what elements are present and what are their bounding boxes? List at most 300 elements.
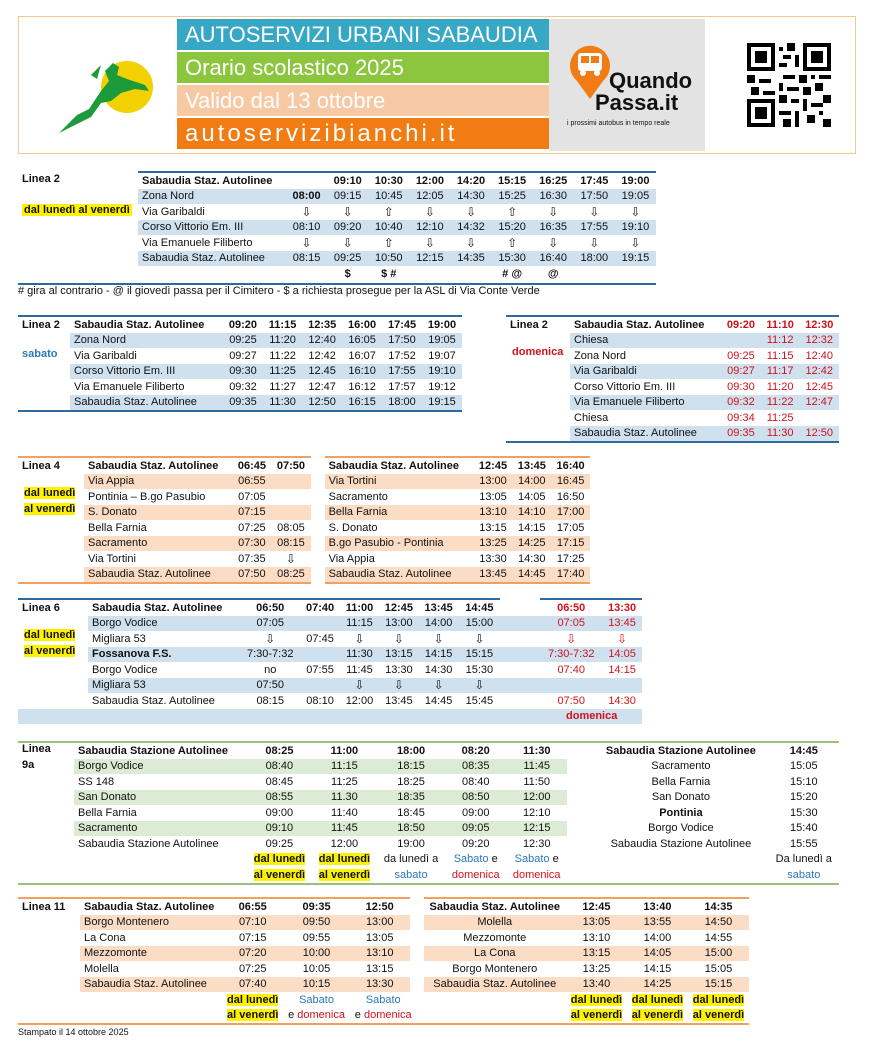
- table-cell: 12:50: [365, 900, 394, 913]
- days-label: Sabato: [299, 993, 334, 1006]
- table-cell: [506, 867, 567, 884]
- table-cell: Corso Vittorio Em. III: [142, 221, 244, 234]
- table-row: [18, 567, 590, 584]
- table-cell: Fossanova F.S.: [92, 648, 172, 661]
- table-cell: [602, 678, 642, 694]
- table-cell: 14:32: [457, 221, 485, 234]
- table-cell: 14:45: [424, 694, 453, 707]
- table-row: [18, 1008, 749, 1025]
- table-cell: Sabaudia Stazione Autolinee: [78, 744, 228, 757]
- website-band[interactable]: autoservizibianchi.it: [177, 118, 549, 149]
- table-row: [506, 316, 839, 333]
- days-label: al venerdì: [631, 1009, 684, 1022]
- table-cell: Sabaudia Staz. Autolinee: [318, 567, 474, 584]
- qp-brand-line2: Passa.it: [595, 90, 679, 115]
- table-row: [18, 961, 749, 977]
- table-cell: 13:05: [566, 915, 627, 931]
- table-cell: Via Appia: [84, 474, 233, 490]
- table-cell: Borgo Vodice: [92, 617, 158, 630]
- table-row: [18, 915, 749, 931]
- table-cell: 09:20: [333, 221, 362, 234]
- table-row: [18, 333, 462, 349]
- line2-weekday-note: # gira al contrario - @ il giovedì passa per il Cimitero - $ a richiesta prosegue per la ASL di Via Conte Verde: [18, 285, 540, 297]
- table-cell: 08:25: [265, 744, 294, 757]
- table-cell: 09:10: [333, 174, 362, 187]
- table-cell: [18, 333, 70, 349]
- table-cell: 10:30: [374, 174, 403, 187]
- table-row: [18, 348, 462, 364]
- table-cell: [286, 172, 327, 189]
- qp-brand-line1: Quando: [609, 68, 693, 93]
- table-cell: Pontinia – B.go Pasubio: [88, 490, 206, 503]
- days-label: dal lunedì: [227, 993, 279, 1006]
- table-cell: 12:47: [308, 380, 336, 393]
- table-cell: 17:15: [551, 536, 590, 552]
- title-band: AUTOSERVIZI URBANI SABAUDIA: [177, 19, 549, 50]
- table-cell: 13:00: [474, 474, 513, 490]
- table-cell: 18:15: [377, 759, 445, 775]
- table-cell: 07:25: [238, 962, 267, 975]
- table-cell: 11:25: [331, 775, 358, 788]
- table-cell: 09:32: [727, 396, 755, 409]
- table-cell: [300, 647, 340, 663]
- table-cell: 08:45: [265, 775, 294, 788]
- table-cell: ⇩: [393, 631, 404, 646]
- table-cell: 14:15: [643, 962, 672, 975]
- table-cell: ⇩: [548, 204, 559, 219]
- table-cell: 12:30: [805, 318, 834, 331]
- table-cell: 09:00: [461, 806, 490, 819]
- table-cell: [18, 379, 70, 395]
- table-cell: 17:45: [580, 174, 609, 187]
- table-row: [18, 805, 839, 821]
- table-row: [18, 709, 642, 725]
- table-cell: 13:15: [385, 648, 413, 661]
- table-cell: 08:10: [292, 221, 321, 234]
- table-cell: [300, 678, 340, 694]
- table-cell: [18, 852, 74, 868]
- table-cell: Linea 2: [506, 316, 570, 333]
- days-label: dal lunedì: [570, 993, 623, 1006]
- table-cell: Via Garibaldi: [574, 365, 637, 378]
- table-row: [506, 364, 839, 380]
- table-cell: 13:10: [474, 505, 513, 521]
- table-cell: [800, 410, 840, 426]
- line4-days-1: dal lunedì: [24, 487, 76, 499]
- table-cell: 17:50: [388, 334, 416, 347]
- table-cell: 14:35: [457, 252, 485, 265]
- table-cell: 14:10: [512, 505, 551, 521]
- table-cell: [688, 1008, 749, 1025]
- table-cell: 11:45: [506, 759, 567, 775]
- days-label: da lunedì a: [383, 853, 439, 866]
- table-cell: 15:55: [790, 837, 818, 850]
- table-cell: ⇩: [301, 204, 312, 219]
- table-cell: Sabaudia Staz. Autolinee: [574, 427, 697, 440]
- table-cell: 07:35: [238, 552, 266, 565]
- table-cell: 16:40: [539, 252, 567, 265]
- table-cell: 14:30: [518, 552, 546, 565]
- table-cell: 13:45: [474, 567, 513, 584]
- table-cell: 12:45: [805, 380, 834, 393]
- table-cell: Sacramento: [651, 760, 711, 773]
- table-cell: 09:55: [302, 931, 331, 944]
- table-row: [18, 599, 642, 616]
- table-cell: 13:15: [566, 946, 627, 962]
- table-cell: [377, 852, 445, 868]
- table-cell: [350, 1008, 417, 1025]
- table-cell: 09:30: [727, 380, 755, 393]
- table-row: [506, 395, 839, 411]
- table-cell: 09:27: [229, 349, 257, 362]
- table-cell: Zona Nord: [142, 190, 194, 203]
- table-cell: [18, 774, 74, 790]
- table-cell: [18, 992, 80, 1008]
- days-label: domenica: [363, 1009, 412, 1022]
- table-cell: 08:15: [256, 694, 284, 707]
- table-cell: 11:22: [766, 396, 794, 409]
- table-cell: 06:55: [238, 900, 267, 913]
- table-cell: 18:25: [397, 775, 425, 788]
- table-cell: Sabaudia Staz. Autolinee: [142, 174, 273, 187]
- qr-code-icon[interactable]: [747, 43, 831, 127]
- table-cell: 11:15: [312, 759, 377, 775]
- line6-table: [18, 598, 642, 724]
- table-cell: ⇩: [630, 204, 641, 219]
- table-cell: [300, 616, 340, 632]
- table-cell: 19:07: [428, 349, 456, 362]
- table-cell: Sacramento: [84, 536, 233, 552]
- qp-tagline: i prossimi autobus in tempo reale: [567, 120, 670, 127]
- table-cell: 07:25: [238, 521, 266, 534]
- table-cell: [247, 867, 312, 884]
- table-row: [18, 992, 749, 1008]
- table-cell: [688, 992, 749, 1008]
- table-cell: Sabaudia Staz. Autolinee: [74, 396, 197, 409]
- table-cell: ⇩: [342, 204, 353, 219]
- table-cell: [18, 536, 84, 552]
- table-row: [18, 520, 590, 536]
- table-cell: Pontinia: [659, 806, 703, 819]
- table-cell: 08:20: [461, 744, 490, 757]
- table-row: [18, 489, 590, 505]
- table-cell: ⇩: [354, 631, 365, 646]
- table-cell: [18, 567, 84, 584]
- table-cell: ⇩: [630, 235, 641, 250]
- table-cell: 18:35: [377, 790, 445, 806]
- table-cell: 12:05: [416, 190, 444, 203]
- table-cell: [18, 915, 80, 931]
- table-cell: 16:35: [539, 221, 567, 234]
- table-cell: 15:45: [465, 694, 494, 707]
- subtitle-band: Orario scolastico 2025: [177, 52, 549, 83]
- table-cell: [566, 1008, 627, 1025]
- table-row: [18, 474, 590, 490]
- table-cell: 15:05: [704, 962, 733, 975]
- table-row: [18, 821, 839, 837]
- table-cell: 16:12: [348, 380, 376, 393]
- table-cell: 18:00: [388, 396, 416, 409]
- table-cell: 11:20: [269, 334, 296, 347]
- table-cell: Linea 2: [18, 316, 70, 333]
- table-row: [18, 946, 749, 962]
- table-cell: 07:40: [305, 601, 335, 614]
- table-cell: ⇧: [507, 204, 518, 219]
- table-cell: [88, 709, 240, 725]
- table-cell: 16:25: [539, 174, 568, 187]
- table-cell: 13:40: [566, 977, 627, 993]
- days-label: domenica: [297, 1009, 345, 1022]
- table-cell: ⇩: [520, 631, 602, 647]
- table-cell: 09:27: [727, 365, 755, 378]
- table-cell: 11:50: [523, 775, 551, 788]
- table-cell: 12:00: [506, 790, 567, 806]
- table-cell: 09:35: [229, 396, 257, 409]
- line2-sunday-table: [506, 315, 839, 443]
- table-cell: 09:25: [333, 252, 362, 265]
- table-cell: Bella Farnia: [88, 521, 147, 534]
- line2-sunday-days: domenica: [512, 346, 564, 358]
- table-cell: 15:30: [465, 663, 494, 676]
- table-row: [18, 977, 749, 993]
- table-cell: ⇧: [507, 235, 518, 250]
- table-cell: 13:15: [365, 962, 394, 975]
- table-cell: [567, 867, 768, 884]
- days-label: e: [288, 1009, 295, 1022]
- table-cell: [627, 1008, 688, 1025]
- table-cell: [379, 709, 419, 725]
- table-cell: 13:30: [350, 977, 417, 993]
- table-cell: 09:05: [445, 821, 506, 837]
- table-cell: 08:40: [461, 775, 490, 788]
- table-cell: [520, 678, 602, 694]
- table-cell: 08:05: [277, 521, 305, 534]
- table-row: [18, 395, 462, 412]
- table-cell: 10:50: [375, 252, 403, 265]
- table-cell: [18, 551, 84, 567]
- table-cell: [506, 410, 570, 426]
- days-label: domenica: [451, 868, 500, 881]
- table-cell: [247, 852, 312, 868]
- table-cell: [18, 867, 74, 884]
- table-cell: 12:50: [805, 427, 834, 440]
- table-cell: [271, 489, 317, 505]
- table-cell: 19:10: [428, 365, 456, 378]
- table-cell: 15:15: [465, 648, 494, 661]
- table-cell: 19:10: [621, 221, 650, 234]
- table-cell: Bella Farnia: [78, 806, 137, 819]
- table-cell: @: [533, 266, 574, 282]
- days-label: sabato: [394, 868, 428, 881]
- table-cell: 06:55: [233, 474, 272, 490]
- table-row: [506, 426, 839, 443]
- table-cell: 15:25: [498, 190, 526, 203]
- table-cell: [769, 852, 839, 868]
- table-cell: Via Garibaldi: [74, 349, 137, 362]
- table-cell: 09:34: [727, 411, 755, 424]
- days-label: al venerdì: [692, 1009, 745, 1022]
- line4-table: [18, 456, 590, 584]
- table-cell: ⇩: [589, 235, 600, 250]
- table-cell: [283, 992, 350, 1008]
- days-label: al venerdì: [253, 868, 306, 881]
- line4-days-2: al venerdì: [24, 503, 76, 515]
- table-cell: Via Tortini: [88, 552, 136, 565]
- table-cell: [18, 961, 80, 977]
- table-row: [18, 836, 839, 852]
- table-cell: Sabaudia Staz. Autolinee: [92, 694, 215, 707]
- table-cell: [506, 426, 570, 443]
- table-cell: [222, 1008, 283, 1025]
- table-cell: 19:15: [621, 252, 650, 265]
- table-cell: ⇩: [265, 631, 276, 646]
- table-cell: 09:50: [283, 915, 350, 931]
- table-cell: 11:20: [766, 380, 794, 393]
- table-cell: 13:15: [479, 521, 507, 534]
- table-cell: Sabaudia Staz. Autolinee: [92, 601, 223, 614]
- table-cell: [271, 505, 317, 521]
- table-cell: 19:00: [427, 318, 457, 331]
- days-label: dal lunedì: [631, 993, 684, 1006]
- table-cell: Molella: [84, 962, 119, 975]
- table-cell: 17:52: [388, 349, 416, 362]
- header: [18, 16, 856, 154]
- table-row: [138, 266, 656, 282]
- table-cell: Borgo Vodice: [648, 822, 714, 835]
- table-row: [18, 631, 642, 647]
- table-cell: 09:25: [265, 837, 294, 850]
- table-cell: 11:15: [346, 617, 373, 630]
- table-cell: [18, 662, 88, 678]
- table-cell: 11:12: [766, 334, 794, 347]
- line2-weekday-table: [138, 171, 656, 282]
- table-row: [18, 616, 642, 632]
- table-cell: 06:45: [237, 459, 266, 472]
- table-cell: 15:00: [465, 617, 494, 630]
- table-cell: 13:55: [627, 915, 688, 931]
- table-cell: 08:25: [271, 567, 317, 584]
- table-cell: Borgo Vodice: [92, 663, 158, 676]
- table-cell: 10:45: [375, 190, 403, 203]
- table-cell: 14:45: [512, 567, 551, 584]
- table-cell: 15:15: [688, 977, 749, 993]
- table-cell: 11:30: [766, 427, 794, 440]
- table-cell: 08:50: [445, 790, 506, 806]
- table-cell: 14:30: [608, 694, 636, 707]
- table-cell: [18, 693, 88, 709]
- table-cell: 13:30: [385, 663, 413, 676]
- table-cell: 13:05: [365, 931, 394, 944]
- table-cell: 09:25: [229, 334, 257, 347]
- table-cell: 09:20: [461, 837, 490, 850]
- table-cell: 18:00: [580, 252, 609, 265]
- table-cell: 12:35: [308, 318, 337, 331]
- table-cell: [615, 266, 656, 282]
- table-cell: [769, 867, 839, 884]
- table-cell: 08:55: [247, 790, 312, 806]
- table-cell: 09:30: [229, 365, 257, 378]
- table-cell: 12:10: [522, 806, 551, 819]
- table-cell: 15:05: [790, 760, 818, 773]
- table-cell: ⇩: [285, 551, 296, 566]
- table-cell: Linea 4: [22, 459, 60, 472]
- table-cell: Zona Nord: [574, 349, 626, 362]
- table-cell: Borgo Montenero: [417, 961, 566, 977]
- table-cell: 15:15: [498, 174, 527, 187]
- days-label: Sabato: [453, 853, 489, 866]
- table-cell: 17:55: [580, 221, 609, 234]
- table-cell: [18, 678, 88, 694]
- table-cell: [377, 867, 445, 884]
- table-cell: B.go Pasubio - Pontinia: [318, 536, 474, 552]
- table-cell: 09:35: [727, 427, 755, 440]
- table-cell: 09:10: [247, 821, 312, 837]
- table-cell: 14:30: [424, 663, 453, 676]
- table-cell: 11:30: [522, 744, 551, 757]
- line6-days-2: al venerdì: [24, 645, 76, 657]
- table-cell: 17:45: [387, 318, 417, 331]
- table-cell: 18:00: [396, 744, 426, 757]
- table-row: [18, 457, 590, 474]
- table-cell: 17:25: [556, 552, 585, 565]
- table-cell: S. Donato: [318, 520, 474, 536]
- table-cell: 13:10: [582, 931, 611, 944]
- table-cell: ⇧: [383, 235, 394, 250]
- table-cell: Mezzomonte: [417, 930, 566, 946]
- days-label: Sabato: [365, 993, 401, 1006]
- table-cell: 08:15: [271, 536, 317, 552]
- table-cell: no: [264, 663, 277, 676]
- table-cell: 11:25: [269, 365, 296, 378]
- table-cell: Corso Vittorio Em. III: [74, 365, 176, 378]
- days-label: e: [491, 853, 498, 866]
- table-cell: 13:45: [424, 601, 453, 614]
- table-row: [18, 759, 839, 775]
- table-cell: [18, 805, 74, 821]
- table-cell: 09:32: [229, 380, 257, 393]
- line2-saturday-table: [18, 315, 462, 412]
- table-cell: 13:00: [385, 617, 413, 630]
- table-cell: Sacramento: [318, 489, 474, 505]
- table-cell: 14:00: [424, 617, 453, 630]
- table-cell: [567, 852, 768, 868]
- table-cell: [450, 266, 491, 282]
- table-cell: 15:40: [790, 822, 818, 835]
- table-cell: [312, 867, 377, 884]
- table-cell: 07:05: [238, 490, 266, 503]
- line6-sunday-label: domenica: [566, 710, 618, 722]
- table-cell: 09:00: [265, 806, 294, 819]
- table-cell: Bella Farnia: [651, 775, 711, 788]
- table-cell: 15:00: [688, 946, 749, 962]
- table-cell: [271, 474, 317, 490]
- table-cell: $: [327, 266, 368, 282]
- table-cell: 11:30: [346, 648, 373, 661]
- table-cell: 14:20: [456, 174, 486, 187]
- print-date: Stampato il 14 ottobre 2025: [18, 1027, 129, 1037]
- table-row: [18, 551, 590, 567]
- table-cell: [18, 1008, 80, 1025]
- table-cell: 11:30: [269, 396, 296, 409]
- table-cell: 18:45: [397, 806, 425, 819]
- table-cell: 07:40: [520, 662, 602, 678]
- line6-days-1: dal lunedì: [24, 629, 76, 641]
- table-cell: 17:57: [388, 380, 416, 393]
- table-cell: 12.45: [308, 365, 336, 378]
- table-cell: 07:55: [306, 663, 334, 676]
- table-cell: 06:50: [256, 601, 285, 614]
- table-cell: [286, 266, 327, 282]
